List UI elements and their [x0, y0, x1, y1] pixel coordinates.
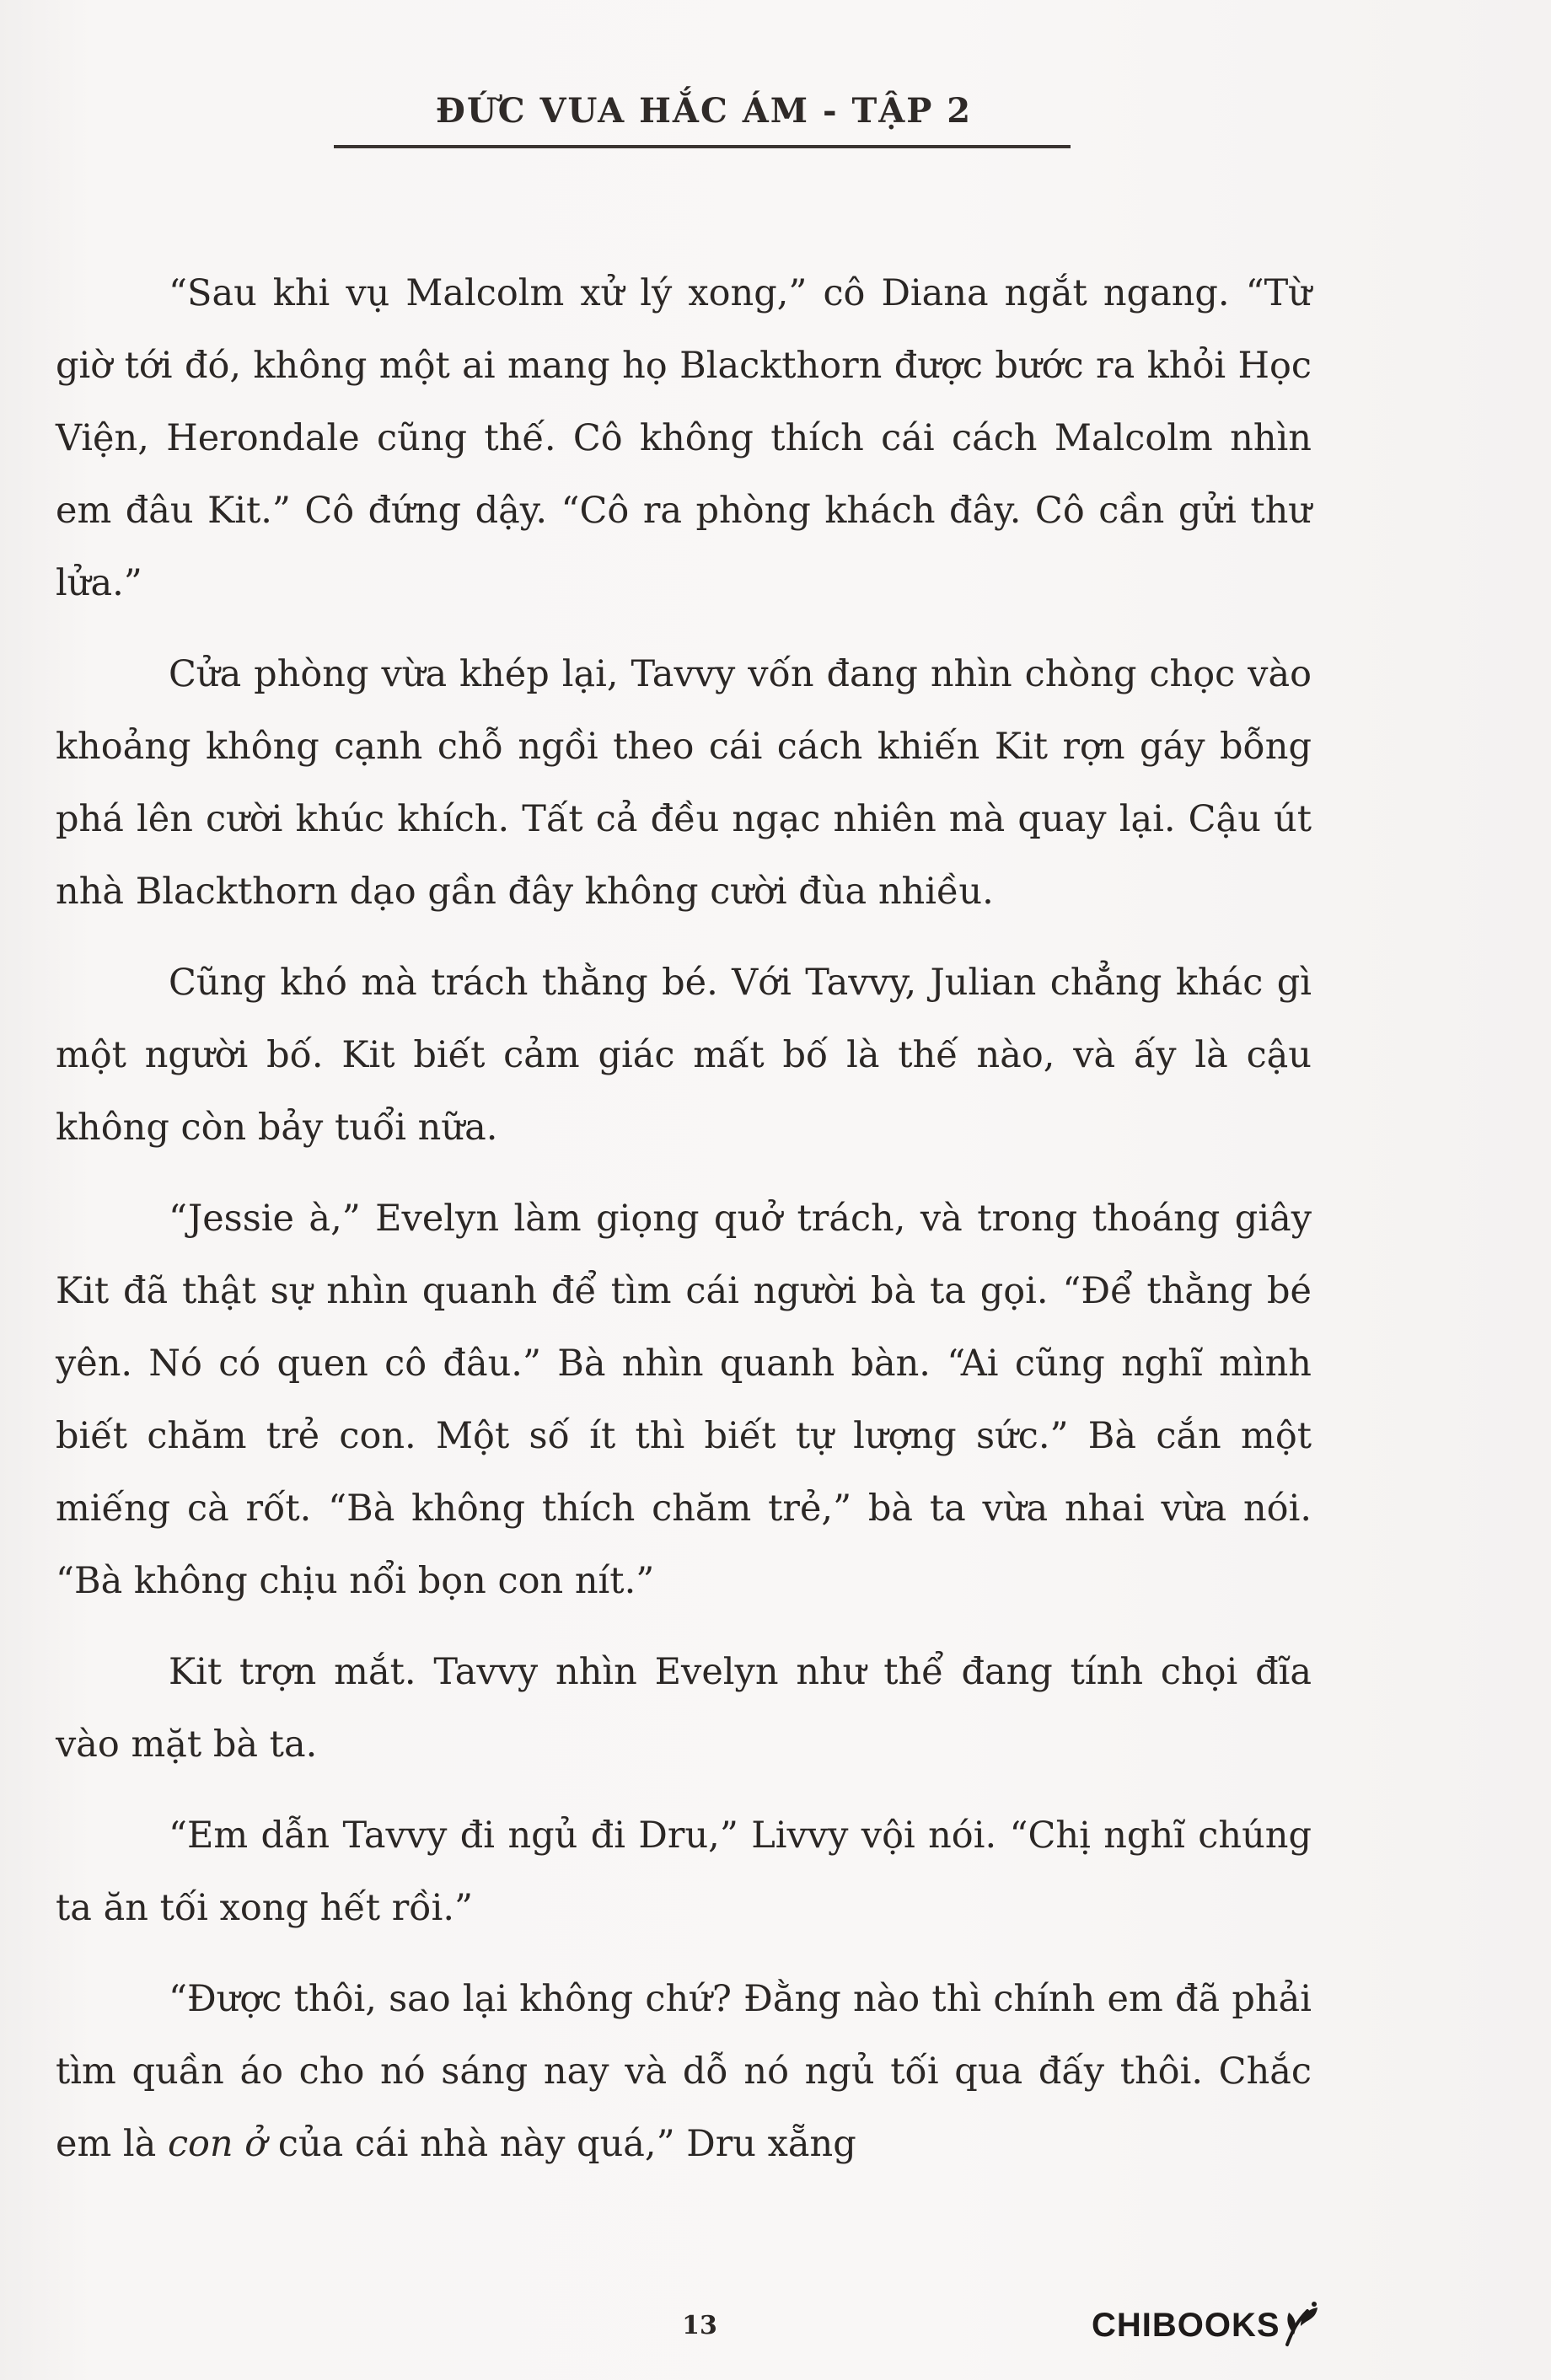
paragraph-1: “Sau khi vụ Malcolm xử lý xong,” cô Diana ngắt ngang. “Từ giờ tới đó, không một ai mang họ Blackthorn được bước ra khỏi Học Viện, Herondale cũng thế. Cô không thích cái cách Malcolm nhìn em đâu Kit.” Cô đứng dậy. “Cô ra phòng khách đây. Cô cần gửi thư lửa.”	[56, 272, 1312, 604]
paragraph-7-text-end: của cái nhà này quá,” Dru xẵng	[266, 2123, 856, 2165]
paragraph-7	[56, 1963, 1312, 2180]
paragraph-5: Kit trợn mắt. Tavvy nhìn Evelyn như thể đang tính chọi đĩa vào mặt bà ta.	[56, 1651, 1312, 1766]
paragraph-2: Cửa phòng vừa khép lại, Tavvy vốn đang nhìn chòng chọc vào khoảng không cạnh chỗ ngồi theo cái cách khiến Kit rợn gáy bỗng phá lên cười khúc khích. Tất cả đều ngạc nhiên mà quay lại. Cậu út nhà Blackthorn dạo gần đây không cười đùa nhiều.	[56, 653, 1312, 913]
paragraph-7-italic-phrase: con ở	[167, 2123, 267, 2165]
paragraph-3: Cũng khó mà trách thằng bé. Với Tavvy, Julian chẳng khác gì một người bố. Kit biết cảm giác mất bố là thế nào, và ấy là cậu không còn bảy tuổi nữa.	[56, 962, 1312, 1149]
paragraph-4: “Jessie à,” Evelyn làm giọng quở trách, và trong thoáng giây Kit đã thật sự nhìn quanh để tìm cái người bà ta gọi. “Để thằng bé yên. Nó có quen cô đâu.” Bà nhìn quanh bàn. “Ai cũng nghĩ mình biết chăm trẻ con. Một số ít thì biết tự lượng sức.” Bà cắn một miếng cà rốt. “Bà không thích chăm trẻ,” bà ta vừa nhai vừa nói. “Bà không chịu nổi bọn con nít.”	[56, 1198, 1312, 1602]
running-header-title: ĐỨC VUA HẮC ÁM - TẬP 2	[435, 91, 973, 131]
header-rule	[334, 145, 1071, 148]
leaf-icon	[1282, 2301, 1321, 2350]
paragraph-6: “Em dẫn Tavvy đi ngủ đi Dru,” Livvy vội nói. “Chị nghĩ chúng ta ăn tối xong hết rồi.”	[56, 1814, 1312, 1929]
publisher-logo	[1092, 2301, 1321, 2350]
page-number: 13	[682, 2311, 717, 2340]
body-text	[56, 257, 1312, 2199]
paragraph-7-text-start: “Được thôi, sao lại không chứ? Đằng nào thì chính em đã phải tìm quần áo cho nó sáng nay và dỗ nó ngủ tối qua đấy thôi. Chắc em là	[56, 1978, 1312, 2165]
publisher-name: CHIBOOKS	[1092, 2306, 1280, 2344]
